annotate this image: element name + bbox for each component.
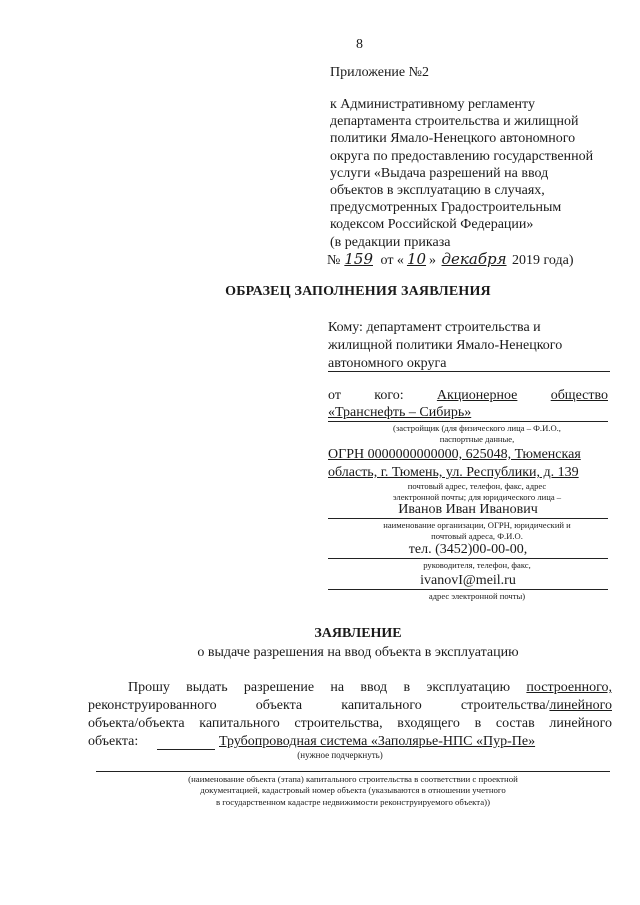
word: капитального xyxy=(341,698,422,713)
footnote-line-text: в государственном кадастре недвижимости реконструируемого объекта)) xyxy=(215,796,491,807)
statement-title: ЗАЯВЛЕНИЕ xyxy=(314,626,402,641)
object-label: объекта: xyxy=(88,734,139,749)
appendix-line: объектов в эксплуатацию в случаях, xyxy=(330,183,545,199)
appendix-line: (в редакции приказа xyxy=(330,234,451,250)
order-no-prefix: № xyxy=(327,253,341,268)
email: ivanovI@meil.ru xyxy=(420,573,516,588)
recipient-line: жилищной политики Ямало-Ненецкого xyxy=(328,338,563,353)
hint-phone: руководителя, телефон, факс, xyxy=(423,560,531,570)
hint-line: почтовый адрес, телефон, факс, адрес xyxy=(407,481,547,491)
hint-line: электронной почты; для юридического лица – xyxy=(392,492,562,502)
word: строительства/ xyxy=(460,698,550,713)
appendix-line: кодексом Российской Федерации» xyxy=(330,217,534,233)
word: реконструированного xyxy=(88,698,217,713)
word-group xyxy=(461,697,612,714)
object-name: Трубопроводная система «Заполярье-НПС «Пур-Пе» xyxy=(219,734,536,749)
hint-organization xyxy=(358,520,596,542)
appendix-line: предусмотренных Градостроительным xyxy=(330,200,562,216)
appendix-line: услуги «Выдача разрешений на ввод xyxy=(330,165,549,181)
sender-line-1 xyxy=(328,387,608,404)
footnote-line xyxy=(96,771,610,772)
footnote-line-text: документацией, кадастровый номер объекта (указываются в отношении учетного xyxy=(200,785,506,796)
person-underline xyxy=(328,518,608,519)
email-underline xyxy=(328,589,608,590)
address-line-2: область, г. Тюмень, ул. Республики, д. 139 xyxy=(328,465,579,480)
word: Прошу xyxy=(128,680,170,695)
word: ввод xyxy=(360,680,388,695)
recipient-underline xyxy=(328,371,610,372)
appendix-reference xyxy=(330,96,593,251)
word: эксплуатацию xyxy=(426,680,511,695)
word: на xyxy=(330,680,345,695)
option-built: построенного, xyxy=(526,680,612,695)
statement-subtitle: о выдаче разрешения на ввод объекта в эксплуатацию xyxy=(197,645,519,660)
recipient-line: Кому: департамент строительства и xyxy=(328,320,541,335)
statement-line-3: объекта/объекта капитального строительства, входящего в состав линейного xyxy=(88,716,612,731)
order-from: от « xyxy=(380,253,404,268)
object-blank-line xyxy=(157,749,215,750)
order-day-handwritten: 10 xyxy=(406,250,427,268)
hint-applicant xyxy=(358,423,596,445)
appendix-line: к Административному регламенту xyxy=(330,97,535,112)
option-linear: линейного xyxy=(549,698,612,713)
org-word-2: общество xyxy=(550,388,608,403)
hint-line: наименование организации, ОГРН, юридический и xyxy=(383,520,571,530)
address-line-1: ОГРН 0000000000000, 625048, Тюменская xyxy=(328,447,581,462)
appendix-line: политики Ямало-Ненецкого автономного xyxy=(330,131,576,147)
contact-person: Иванов Иван Иванович xyxy=(398,502,538,517)
label-kogo: кого: xyxy=(374,388,404,403)
label-ot: от xyxy=(328,388,341,403)
recipient-block xyxy=(328,319,562,373)
org-underline xyxy=(328,421,608,422)
statement-line-2 xyxy=(88,697,612,714)
order-year: 2019 года) xyxy=(512,253,574,268)
org-word-1: Акционерное xyxy=(436,388,518,403)
recipient-line: автономного округа xyxy=(328,356,447,371)
hint-address xyxy=(358,481,596,503)
phone-underline xyxy=(328,558,608,559)
word: в xyxy=(403,680,411,695)
hint-email: адрес электронной почты) xyxy=(428,591,526,601)
word: выдать xyxy=(186,680,228,695)
appendix-line: округа по предоставлению государственной xyxy=(330,148,594,164)
phone: тел. (3452)00-00-00, xyxy=(408,542,528,557)
hint-line: (застройщик (для физического лица – Ф.И.О., xyxy=(393,423,561,433)
word: объекта xyxy=(255,698,303,713)
hint-line: паспортные данные, xyxy=(439,434,515,444)
org-name-line-2: «Транснефть – Сибирь» xyxy=(328,405,472,420)
appendix-title: Приложение №2 xyxy=(330,65,429,80)
page-number: 8 xyxy=(356,37,363,52)
order-line xyxy=(327,251,574,269)
word: разрешение xyxy=(243,680,315,695)
footnote-line-text: (наименование объекта (этапа) капитального строительства в соответствии с проектной xyxy=(188,774,518,784)
statement-line-1 xyxy=(128,679,612,696)
appendix-line: департамента строительства и жилищной xyxy=(330,114,579,130)
hint-underline-needed: (нужное подчеркнуть) xyxy=(297,750,383,760)
sample-title: ОБРАЗЕЦ ЗАПОЛНЕНИЯ ЗАЯВЛЕНИЯ xyxy=(225,284,491,299)
hint-line: почтовый адреса, Ф.И.О. xyxy=(431,531,523,541)
order-number-handwritten: 159 xyxy=(344,250,373,268)
order-quote-close: » xyxy=(429,253,437,268)
footnote xyxy=(96,774,610,808)
order-month-handwritten: декабря xyxy=(441,250,507,268)
